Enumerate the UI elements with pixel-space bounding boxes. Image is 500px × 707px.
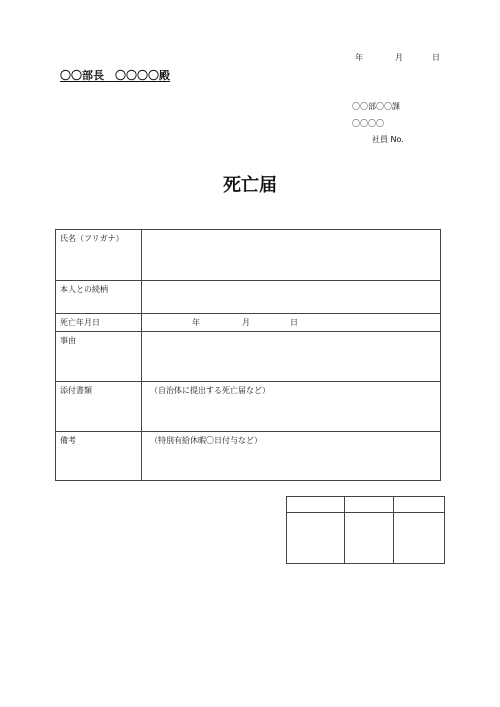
form-row-remarks xyxy=(56,432,441,481)
date-of-death-month: 月 xyxy=(242,318,250,327)
report-form-table xyxy=(55,229,441,481)
stamp-seal-cell[interactable] xyxy=(394,513,445,564)
header-date-year: 年 xyxy=(355,53,363,62)
header-date-day: 日 xyxy=(432,53,440,62)
label-date-of-death: 死亡年月日 xyxy=(56,314,142,332)
stamp-seal-row xyxy=(287,513,445,564)
applicant-department: 〇〇部〇〇課 xyxy=(352,102,400,111)
date-of-death-day: 日 xyxy=(290,318,298,327)
label-name-furigana: 氏名（フリガナ） xyxy=(56,230,142,281)
stamp-header-cell xyxy=(287,497,345,513)
addressee: 〇〇部長 〇〇〇〇殿 xyxy=(60,69,170,82)
form-row-date-of-death xyxy=(56,314,441,332)
form-row-attachments xyxy=(56,382,441,432)
label-attachments: 添付書類 xyxy=(56,382,142,432)
stamp-header-row xyxy=(287,497,445,513)
field-remarks[interactable]: （特別有給休暇〇日付与など） xyxy=(142,432,441,481)
field-relationship[interactable] xyxy=(142,281,441,314)
header-date-month: 月 xyxy=(395,53,403,62)
label-reason: 事由 xyxy=(56,332,142,382)
stamp-seal-cell[interactable] xyxy=(345,513,394,564)
field-date-of-death[interactable] xyxy=(142,314,441,332)
stamp-seal-cell[interactable] xyxy=(287,513,345,564)
label-relationship: 本人との続柄 xyxy=(56,281,142,314)
form-row-reason xyxy=(56,332,441,382)
employee-number-label: 社員 No. xyxy=(372,135,404,144)
applicant-name: 〇〇〇〇 xyxy=(352,119,384,128)
field-attachments[interactable]: （自治体に提出する死亡届など） xyxy=(142,382,441,432)
form-row-relationship xyxy=(56,281,441,314)
field-reason[interactable] xyxy=(142,332,441,382)
date-of-death-year: 年 xyxy=(192,318,200,327)
approval-stamp-table xyxy=(286,496,445,564)
form-row-name xyxy=(56,230,441,281)
document-title: 死亡届 xyxy=(223,175,277,196)
stamp-header-cell xyxy=(345,497,394,513)
label-remarks: 備考 xyxy=(56,432,142,481)
field-name-furigana[interactable] xyxy=(142,230,441,281)
stamp-header-cell xyxy=(394,497,445,513)
